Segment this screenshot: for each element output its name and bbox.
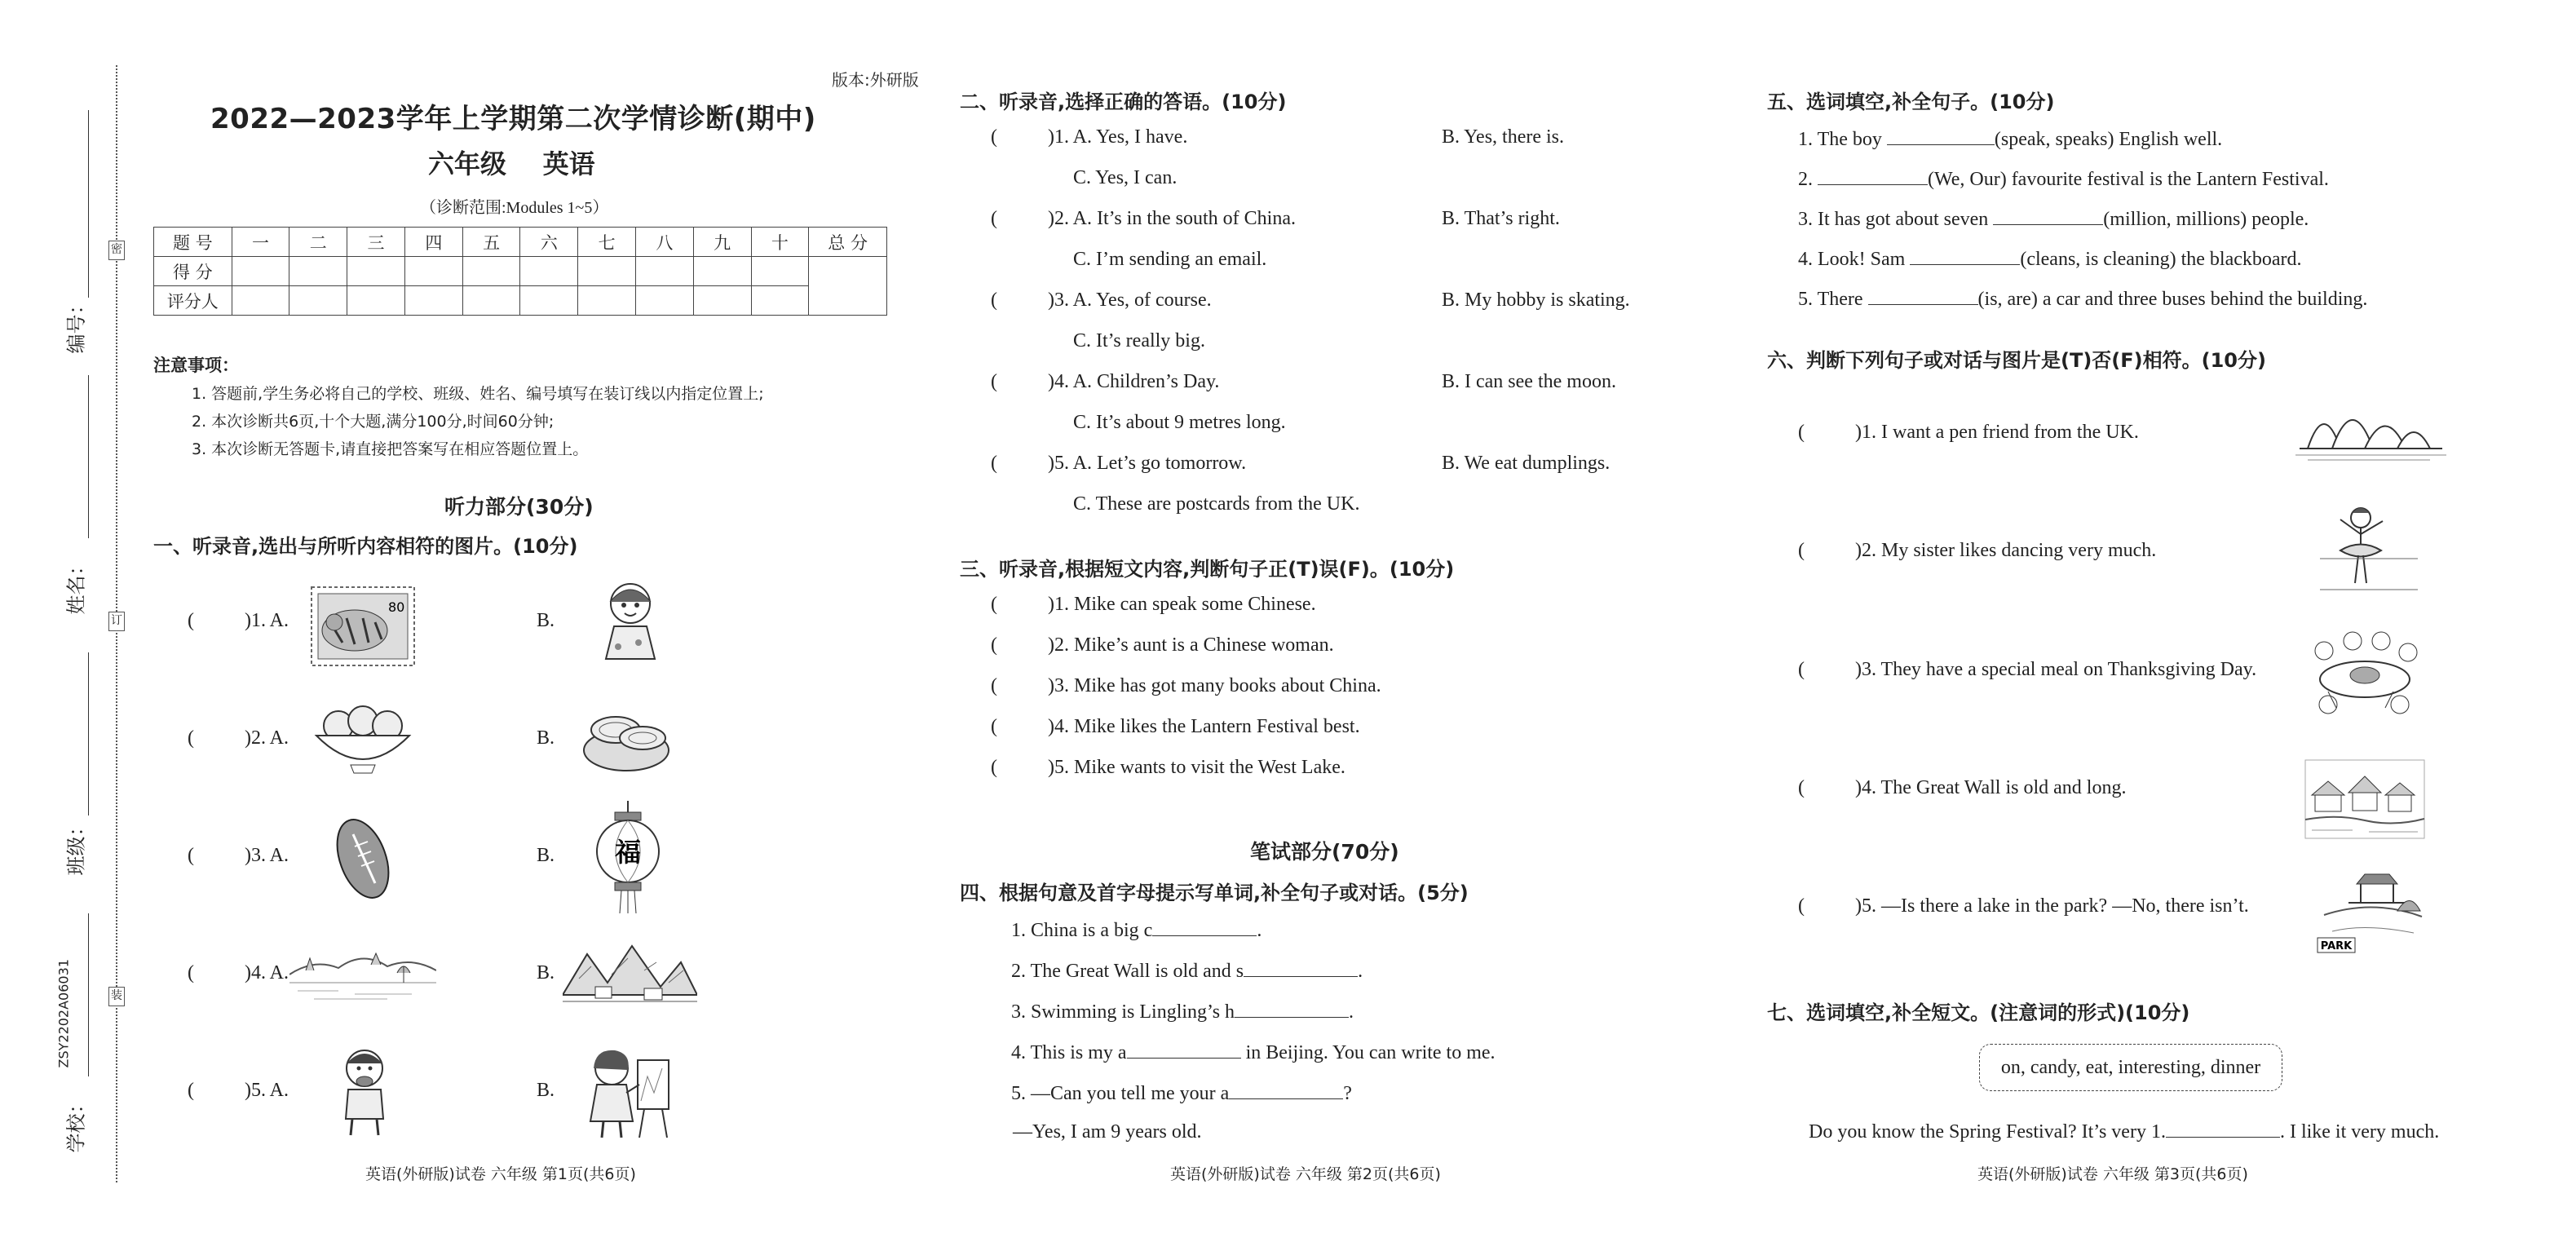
s4-q4: 4. This is my a in Beijing. You can write to me. bbox=[1011, 1040, 1496, 1064]
s6-q4: ( )4. The Great Wall is old and long. bbox=[1798, 777, 2127, 798]
score-cell[interactable] bbox=[404, 257, 462, 286]
s5-q3: 3. It has got about seven (million, millions) people. bbox=[1798, 206, 2309, 231]
note-1: 1. 答题前,学生务必将自己的学校、班级、姓名、编号填写在装订线以内指定位置上; bbox=[192, 385, 764, 403]
s3-q4: ( )4. Mike likes the Lantern Festival best. bbox=[991, 716, 1360, 737]
seal-box-1: 密 bbox=[108, 241, 125, 260]
s5-q4: 4. Look! Sam (cleans, is cleaning) the blackboard. bbox=[1798, 246, 2302, 271]
answer-blank[interactable] bbox=[1152, 917, 1257, 936]
s1-q3-b: B. bbox=[537, 845, 555, 866]
answer-blank[interactable] bbox=[1229, 1081, 1343, 1099]
mooncakes-image bbox=[579, 705, 673, 779]
park-sign-text: PARK bbox=[2320, 940, 2353, 952]
s2-q4-c: C. It’s about 9 metres long. bbox=[1073, 412, 1286, 433]
lantern-char: 福 bbox=[614, 837, 642, 868]
tiger-stamp-image bbox=[310, 586, 416, 671]
s3-q2: ( )2. Mike’s aunt is a Chinese woman. bbox=[991, 634, 1334, 656]
score-cell[interactable] bbox=[578, 257, 636, 286]
grader-cell[interactable] bbox=[347, 286, 405, 316]
s5-q1: 1. The boy (speak, speaks) English well. bbox=[1798, 126, 2222, 151]
s2-q1-b: B. Yes, there is. bbox=[1442, 126, 1565, 148]
section-6-title: 六、判断下列句子或对话与图片是(T)否(F)相符。(10分) bbox=[1767, 349, 2266, 372]
grader-cell[interactable] bbox=[636, 286, 694, 316]
table-cell: 七 bbox=[578, 228, 636, 257]
page-3-footer: 英语(外研版)试卷 六年级 第3页(共6页) bbox=[1977, 1165, 2248, 1183]
table-cell: 五 bbox=[462, 228, 520, 257]
page-2-footer: 英语(外研版)试卷 六年级 第2页(共6页) bbox=[1170, 1165, 1441, 1183]
river-town-image bbox=[2304, 758, 2426, 844]
seal-box-3: 装 bbox=[108, 987, 125, 1006]
s2-q3-a: ( )3. A. Yes, of course. bbox=[991, 290, 1212, 311]
number-label: 编号： bbox=[64, 294, 88, 354]
score-cell[interactable] bbox=[347, 257, 405, 286]
name-label: 姓名： bbox=[64, 555, 88, 615]
s1-q5: ( )5. A. bbox=[188, 1080, 289, 1101]
fu-lantern-image bbox=[587, 801, 669, 919]
answer-blank[interactable] bbox=[1868, 286, 1978, 305]
grader-cell[interactable] bbox=[232, 286, 289, 316]
park-pavilion-image bbox=[2316, 866, 2430, 964]
answer-blank[interactable] bbox=[1127, 1040, 1241, 1059]
grader-cell[interactable] bbox=[578, 286, 636, 316]
word-bank-box: on, candy, eat, interesting, dinner bbox=[1979, 1044, 2282, 1091]
s6-q3: ( )3. They have a special meal on Thanksgiving Day. bbox=[1798, 659, 2257, 680]
s4-q2: 2. The Great Wall is old and s . bbox=[1011, 958, 1363, 983]
s3-q3: ( )3. Mike has got many books about China. bbox=[991, 675, 1381, 696]
s5-q5: 5. There (is, are) a car and three buses behind the building. bbox=[1798, 286, 2367, 311]
answer-blank[interactable] bbox=[1818, 166, 1928, 185]
section-7-title: 七、选词填空,补全短文。(注意词的形式)(10分) bbox=[1767, 1001, 2190, 1024]
s3-q1: ( )1. Mike can speak some Chinese. bbox=[991, 594, 1316, 615]
score-table-grader-row bbox=[154, 286, 887, 316]
s1-q3: ( )3. A. bbox=[188, 845, 289, 866]
score-cell[interactable] bbox=[751, 257, 809, 286]
notes-title: 注意事项： bbox=[153, 356, 239, 375]
s2-q2-b: B. That’s right. bbox=[1442, 208, 1560, 229]
s2-q2-a: ( )2. A. It’s in the south of China. bbox=[991, 208, 1296, 229]
grader-cell[interactable] bbox=[520, 286, 578, 316]
table-cell: 十 bbox=[751, 228, 809, 257]
grader-cell[interactable] bbox=[751, 286, 809, 316]
s2-q4-a: ( )4. A. Children’s Day. bbox=[991, 371, 1220, 392]
grader-cell[interactable] bbox=[462, 286, 520, 316]
writing-part-heading: 笔试部分(70分) bbox=[1250, 840, 1399, 864]
score-cell[interactable] bbox=[636, 257, 694, 286]
table-cell: 三 bbox=[347, 228, 405, 257]
school-label: 学校： bbox=[64, 1094, 88, 1153]
answer-blank[interactable] bbox=[1910, 246, 2020, 265]
sydney-opera-house-image bbox=[2291, 391, 2450, 469]
s1-q2-b: B. bbox=[537, 727, 555, 749]
listening-part-heading: 听力部分(30分) bbox=[444, 495, 594, 519]
grader-cell[interactable] bbox=[693, 286, 751, 316]
answer-blank[interactable] bbox=[1235, 999, 1349, 1018]
s3-q5: ( )5. Mike wants to visit the West Lake. bbox=[991, 757, 1345, 778]
s2-q1-c: C. Yes, I can. bbox=[1073, 167, 1178, 188]
table-cell: 得 分 bbox=[154, 257, 232, 286]
score-cell[interactable] bbox=[232, 257, 289, 286]
s2-q3-c: C. It’s really big. bbox=[1073, 330, 1205, 351]
s2-q5-c: C. These are postcards from the UK. bbox=[1073, 493, 1360, 515]
dumpling-bowl-image bbox=[310, 701, 416, 779]
page-1-footer: 英语(外研版)试卷 六年级 第1页(共6页) bbox=[365, 1165, 636, 1183]
exam-title: 2022—2023学年上学期第二次学情诊断(期中) bbox=[210, 103, 816, 135]
mountain-village-image bbox=[563, 938, 697, 1011]
s1-q4-b: B. bbox=[537, 962, 555, 983]
number-line bbox=[88, 110, 89, 298]
boy-eating-image bbox=[336, 1044, 393, 1142]
stamp-value: 80 bbox=[388, 599, 405, 615]
s2-q2-c: C. I’m sending an email. bbox=[1073, 249, 1267, 270]
s1-q1-b: B. bbox=[537, 610, 555, 631]
grader-cell[interactable] bbox=[289, 286, 347, 316]
s2-q5-b: B. We eat dumplings. bbox=[1442, 453, 1611, 474]
s1-q2: ( )2. A. bbox=[188, 727, 289, 749]
note-2: 2. 本次诊断共6页,十个大题,满分100分,时间60分钟; bbox=[192, 413, 555, 431]
s2-q3-b: B. My hobby is skating. bbox=[1442, 290, 1630, 311]
paper-code: ZSY2202A06031 bbox=[55, 959, 72, 1068]
school-line bbox=[88, 913, 89, 1076]
table-cell: 六 bbox=[520, 228, 578, 257]
class-label: 班级： bbox=[64, 816, 88, 876]
class-line bbox=[88, 652, 89, 815]
s1-q5-b: B. bbox=[537, 1080, 555, 1101]
note-3: 3. 本次诊断无答题卡,请直接把答案写在相应答题位置上。 bbox=[192, 440, 589, 458]
score-cell[interactable] bbox=[462, 257, 520, 286]
score-cell[interactable] bbox=[693, 257, 751, 286]
answer-blank[interactable] bbox=[1887, 126, 1995, 145]
girl-painting-image bbox=[579, 1044, 677, 1146]
lake-landscape-image bbox=[289, 942, 436, 1007]
answer-blank[interactable] bbox=[2166, 1119, 2280, 1138]
s7-passage: Do you know the Spring Festival? It’s very 1. . I like it very much. bbox=[1809, 1119, 2439, 1143]
s6-q5: ( )5. —Is there a lake in the park? —No, there isn’t. bbox=[1798, 895, 2249, 917]
section-5-title: 五、选词填空,补全句子。(10分) bbox=[1767, 91, 2055, 113]
s4-q5-answer: —Yes, I am 9 years old. bbox=[1013, 1121, 1202, 1143]
table-cell: 九 bbox=[693, 228, 751, 257]
thanksgiving-dinner-image bbox=[2304, 626, 2426, 724]
ballet-dancer-image bbox=[2316, 502, 2422, 599]
s2-q4-b: B. I can see the moon. bbox=[1442, 371, 1616, 392]
s5-q2: 2. (We, Our) favourite festival is the Lantern Festival. bbox=[1798, 166, 2329, 191]
table-cell: 八 bbox=[636, 228, 694, 257]
table-cell: 总 分 bbox=[809, 228, 887, 257]
seal-box-2: 订 bbox=[108, 612, 125, 631]
s1-q4: ( )4. A. bbox=[188, 962, 289, 983]
s2-q1-a: ( )1. A. Yes, I have. bbox=[991, 126, 1188, 148]
s2-q5-a: ( )5. A. Let’s go tomorrow. bbox=[991, 453, 1247, 474]
answer-blank[interactable] bbox=[1244, 958, 1358, 977]
table-cell: 评分人 bbox=[154, 286, 232, 316]
score-cell[interactable] bbox=[289, 257, 347, 286]
total-score-cell[interactable] bbox=[809, 257, 887, 316]
answer-blank[interactable] bbox=[1993, 206, 2103, 225]
s1-q1: ( )1. A. bbox=[188, 610, 289, 631]
section-2-title: 二、听录音,选择正确的答语。(10分) bbox=[960, 91, 1287, 113]
score-table bbox=[153, 227, 887, 316]
girl-doll-image bbox=[594, 577, 667, 675]
score-table-score-row bbox=[154, 257, 887, 286]
table-cell: 一 bbox=[232, 228, 289, 257]
table-cell: 题 号 bbox=[154, 228, 232, 257]
table-cell: 四 bbox=[404, 228, 462, 257]
s4-q3: 3. Swimming is Lingling’s h . bbox=[1011, 999, 1354, 1023]
rugby-ball-image bbox=[330, 814, 395, 908]
grader-cell[interactable] bbox=[404, 286, 462, 316]
s4-q1: 1. China is a big c . bbox=[1011, 917, 1261, 942]
section-3-title: 三、听录音,根据短文内容,判断句子正(T)误(F)。(10分) bbox=[960, 558, 1455, 581]
s6-q2: ( )2. My sister likes dancing very much. bbox=[1798, 540, 2157, 561]
s4-q5: 5. —Can you tell me your a ? bbox=[1011, 1081, 1352, 1105]
table-cell: 二 bbox=[289, 228, 347, 257]
version-label: 版本:外研版 bbox=[832, 70, 919, 90]
exam-subtitle: 六年级 英语 bbox=[428, 148, 595, 179]
section-4-title: 四、根据句意及首字母提示写单词,补全句子或对话。(5分) bbox=[960, 882, 1469, 904]
s6-q1: ( )1. I want a pen friend from the UK. bbox=[1798, 422, 2139, 443]
score-cell[interactable] bbox=[520, 257, 578, 286]
score-table-header-row bbox=[154, 228, 887, 257]
exam-scope: （诊断范围:Modules 1~5） bbox=[420, 199, 609, 217]
name-line bbox=[88, 375, 89, 538]
section-1-title: 一、听录音,选出与所听内容相符的图片。(10分) bbox=[153, 535, 578, 558]
